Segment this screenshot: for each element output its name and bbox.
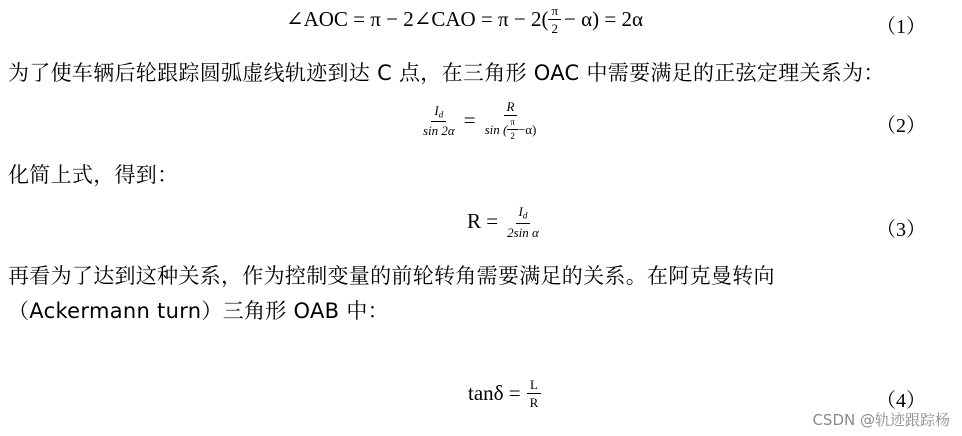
equation-1-left: ∠AOC = π − 2∠CAO = π − 2( [286,7,549,31]
lhs-denominator: sin 2α [423,123,455,139]
id-base-3: I [518,204,523,219]
equation-4-number: （4） [876,390,926,412]
rhs-fraction [482,100,540,141]
equation-4 [468,378,541,409]
pi-over-two-fraction [548,4,561,35]
equation-3-number: （3） [876,219,926,241]
equation-2 [420,100,539,141]
lhs-numerator [431,104,446,123]
id-subscript-3: d [522,210,528,221]
numerator-l: L [527,378,541,394]
csdn-watermark: CSDN @轨迹跟踪杨 [812,411,950,429]
id-subscript: d [438,109,444,120]
equation-4-lhs: tanδ = [468,381,521,405]
fraction-denominator: 2 [551,21,558,36]
paragraph-simplify: 化简上式，得到： [8,163,179,187]
l-over-r-fraction [527,378,542,409]
equation-3 [467,205,542,239]
paragraph-control-variable: 再看为了达到这种关系，作为控制变量的前轮转角需要满足的关系。在阿克曼转向 [8,264,775,288]
numerator-3 [516,205,531,224]
id-base: I [434,102,439,118]
equation-1 [286,4,643,35]
minus-alpha: −α) [517,122,537,137]
equation-2-number: （2） [876,115,926,137]
denominator-r: R [529,395,539,410]
rhs-numerator: R [504,100,518,116]
pi-over-two-small [507,118,518,141]
equation-3-lhs: R = [467,209,499,234]
equals-sign: = [463,108,476,132]
paragraph-ackermann: （Ackermann turn）三角形 OAB 中： [8,299,389,323]
denominator-3: 2sin α [507,224,539,240]
paragraph-sine-law: 为了使车辆后轮跟踪圆弧虚线轨迹到达 C 点，在三角形 OAC 中需要满足的正弦定理关系为： [8,61,885,85]
sin-text: sin ( [484,122,508,137]
small-two: 2 [510,131,515,141]
rhs-denominator [482,116,540,141]
lhs-fraction [420,104,458,138]
small-pi: π [507,118,518,130]
equation-1-number: （1） [876,16,926,38]
fraction-numerator: π [548,4,561,20]
equation-1-right: − α) = 2α [564,7,643,31]
rhs-fraction-3 [504,205,542,239]
